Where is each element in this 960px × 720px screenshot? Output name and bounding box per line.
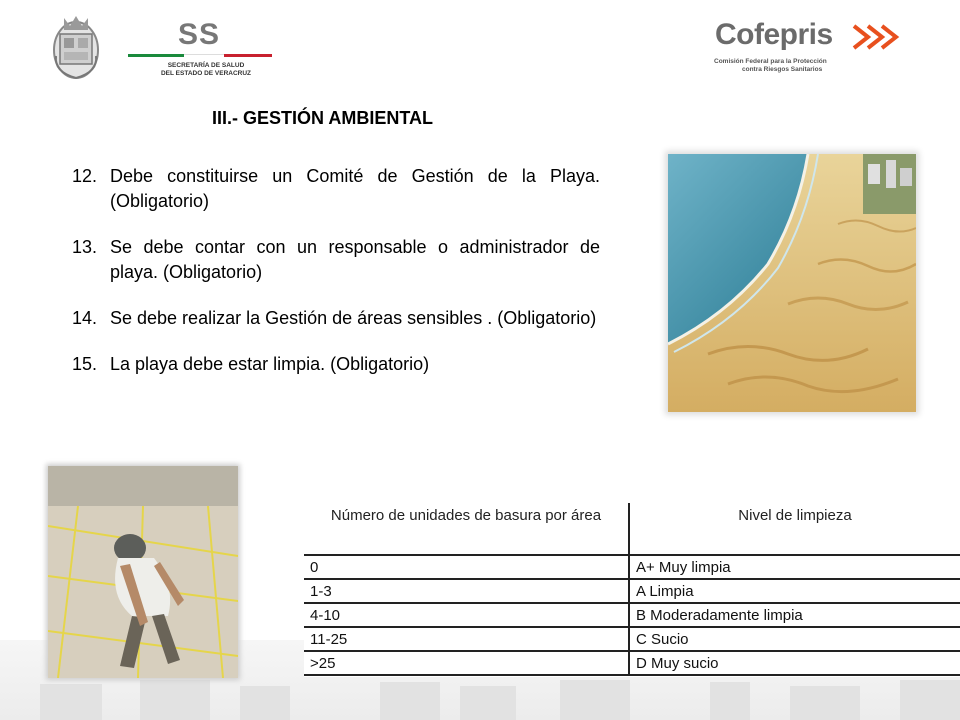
cleanliness-table xyxy=(304,503,960,677)
section-title: III.- GESTIÓN AMBIENTAL xyxy=(212,108,433,128)
list-item-text: Se debe realizar la Gestión de áreas sensibles . (Obligatorio) xyxy=(110,308,597,328)
list-item-number: 13. xyxy=(72,237,98,257)
requirements-list xyxy=(72,164,600,398)
table-row xyxy=(304,651,960,675)
state-crest-icon xyxy=(50,12,102,82)
column-header-cleanliness-level: Nivel de limpieza xyxy=(629,503,960,555)
table-row xyxy=(304,603,960,627)
table-cell: A Limpia xyxy=(629,579,960,603)
decor-block xyxy=(40,684,102,720)
list-item xyxy=(72,164,600,214)
table-cell: D Muy sucio xyxy=(629,651,960,675)
decor-block xyxy=(900,680,960,720)
list-item xyxy=(72,306,600,331)
table-cell: >25 xyxy=(304,651,629,675)
ss-red-stripe xyxy=(224,54,272,57)
worker-inspecting-sand-photo xyxy=(48,466,238,678)
list-item-number: 14. xyxy=(72,308,98,328)
cofepris-subtitle xyxy=(714,58,864,74)
cofepris-logo-text: Cofepris xyxy=(715,18,833,51)
list-item-text: Debe constituirse un Comité de Gestión de la Playa. (Obligatorio) xyxy=(110,166,600,211)
table-cell: C Sucio xyxy=(629,627,960,651)
table-row xyxy=(304,579,960,603)
table-cell: 1-3 xyxy=(304,579,629,603)
table-cell: 0 xyxy=(304,555,629,579)
column-header-trash-units: Número de unidades de basura por área xyxy=(304,503,629,555)
list-item-text: La playa debe estar limpia. (Obligatorio) xyxy=(110,354,430,374)
table-cell: A+ Muy limpia xyxy=(629,555,960,579)
ss-green-stripe xyxy=(128,54,184,57)
table-header-row xyxy=(304,503,960,555)
list-item-number: 15. xyxy=(72,354,98,374)
decor-block xyxy=(710,682,750,720)
ss-white-stripe xyxy=(184,54,224,58)
aerial-beach-dunes-photo xyxy=(668,154,916,412)
decor-block xyxy=(380,682,440,720)
table-cell: B Moderadamente limpia xyxy=(629,603,960,627)
ss-subtitle-line1: SECRETARÍA DE SALUD xyxy=(167,62,245,69)
table-row xyxy=(304,627,960,651)
list-item xyxy=(72,352,600,377)
table-cell: 11-25 xyxy=(304,627,629,651)
decor-block xyxy=(140,680,210,720)
ss-logo-text: SS xyxy=(178,18,221,51)
arrows-icon xyxy=(852,22,910,52)
ss-logo-subtitle xyxy=(150,62,262,78)
table-cell: 4-10 xyxy=(304,603,629,627)
decor-block xyxy=(560,680,630,720)
decor-block xyxy=(460,686,516,720)
table-row xyxy=(304,555,960,579)
decor-block xyxy=(790,686,860,720)
cofepris-subtitle-line1: Comisión Federal para la Protección xyxy=(714,58,827,65)
cofepris-subtitle-line2: contra Riesgos Sanitarios xyxy=(742,66,823,73)
list-item-number: 12. xyxy=(72,166,98,186)
ss-subtitle-line2: DEL ESTADO DE VERACRUZ xyxy=(160,70,252,77)
list-item xyxy=(72,235,600,285)
decor-block xyxy=(240,686,290,720)
list-item-text: Se debe contar con un responsable o administrador de playa. (Obligatorio) xyxy=(110,237,600,282)
